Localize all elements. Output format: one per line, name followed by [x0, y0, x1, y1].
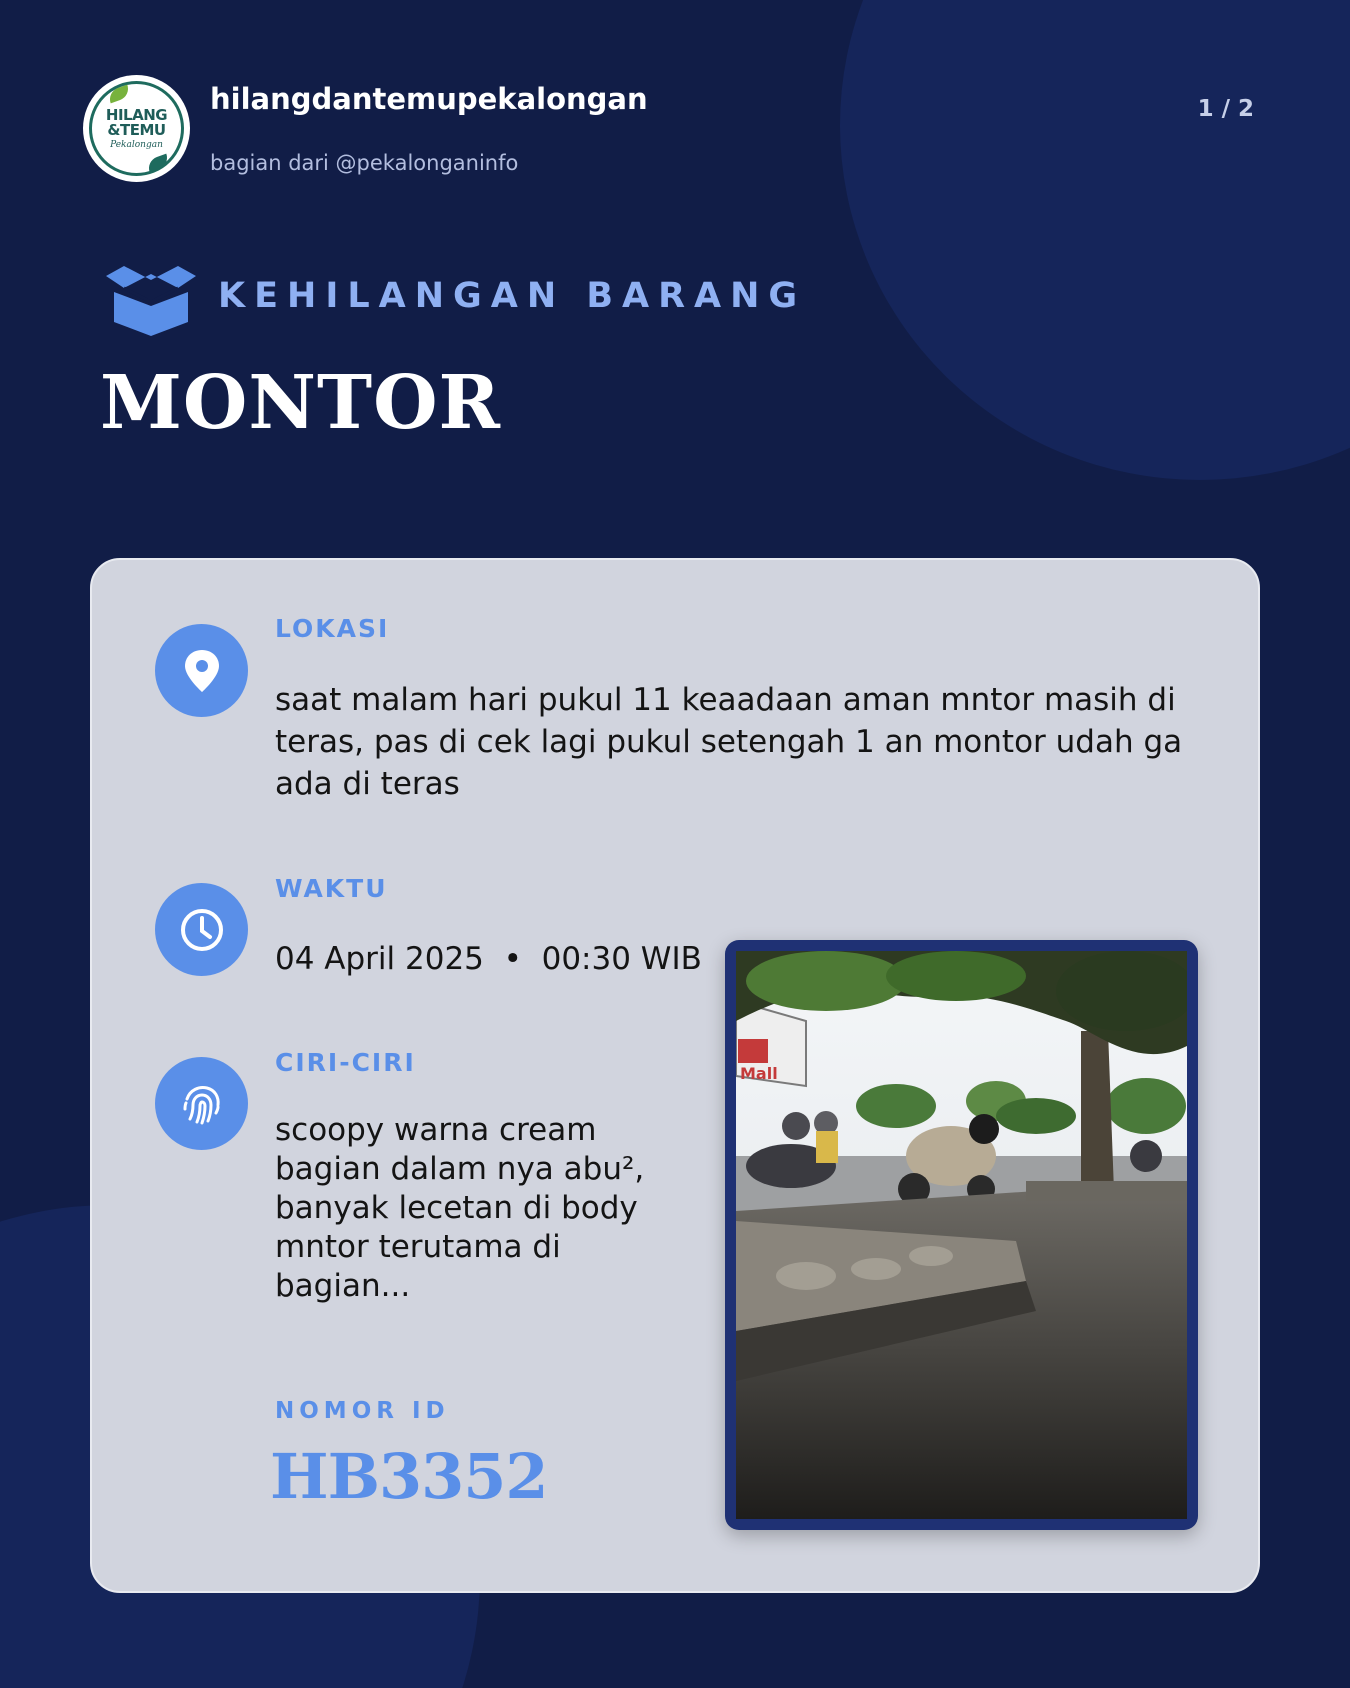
box-icon	[104, 266, 198, 336]
id-value: HB3352	[270, 1440, 548, 1513]
logo-ring	[89, 81, 184, 176]
clock-icon	[155, 883, 248, 976]
post-title: MONTOR	[100, 360, 502, 446]
location-text-line2: teras, pas di cek lagi pukul setengah 1 an montor udah ga	[275, 724, 1183, 760]
leaf-icon	[107, 85, 132, 104]
features-text-line1: scoopy warna cream	[275, 1112, 597, 1148]
page-indicator: 1 / 2	[1197, 96, 1254, 122]
location-pin-icon	[155, 624, 248, 717]
features-text-line4: mntor terutama di	[275, 1229, 561, 1265]
logo-text-line2: &TEMU	[107, 120, 166, 139]
time-label: WAKTU	[275, 874, 388, 903]
features-text-line2: bagian dalam nya abu²,	[275, 1151, 645, 1187]
location-text-line1: saat malam hari pukul 11 keaadaan aman mntor masih di	[275, 682, 1176, 718]
logo-text-line3: Pekalongan	[110, 139, 163, 150]
id-label: NOMOR ID	[275, 1398, 450, 1424]
location-text-line3: ada di teras	[275, 766, 460, 802]
item-photo	[736, 951, 1187, 1519]
location-label: LOKASI	[275, 614, 390, 643]
account-username[interactable]: hilangdantemupekalongan	[210, 82, 648, 116]
logo-text-line1: HILANG	[105, 105, 168, 124]
post-category: KEHILANGAN BARANG	[218, 276, 807, 316]
time-value: 04 April 2025 • 00:30 WIB	[275, 941, 702, 977]
item-photo-frame[interactable]	[725, 940, 1198, 1530]
info-card	[90, 558, 1260, 1593]
features-text-line5: bagian...	[275, 1268, 411, 1304]
billboard-text: Mall	[740, 1064, 778, 1083]
leaf-icon	[146, 154, 171, 173]
features-label: CIRI-CIRI	[275, 1048, 416, 1077]
background-circle-top	[840, 0, 1350, 480]
account-subline: bagian dari @pekalonganinfo	[210, 151, 519, 175]
fingerprint-icon	[155, 1057, 248, 1150]
account-logo[interactable]	[83, 75, 190, 182]
features-text-line3: banyak lecetan di body	[275, 1190, 638, 1226]
